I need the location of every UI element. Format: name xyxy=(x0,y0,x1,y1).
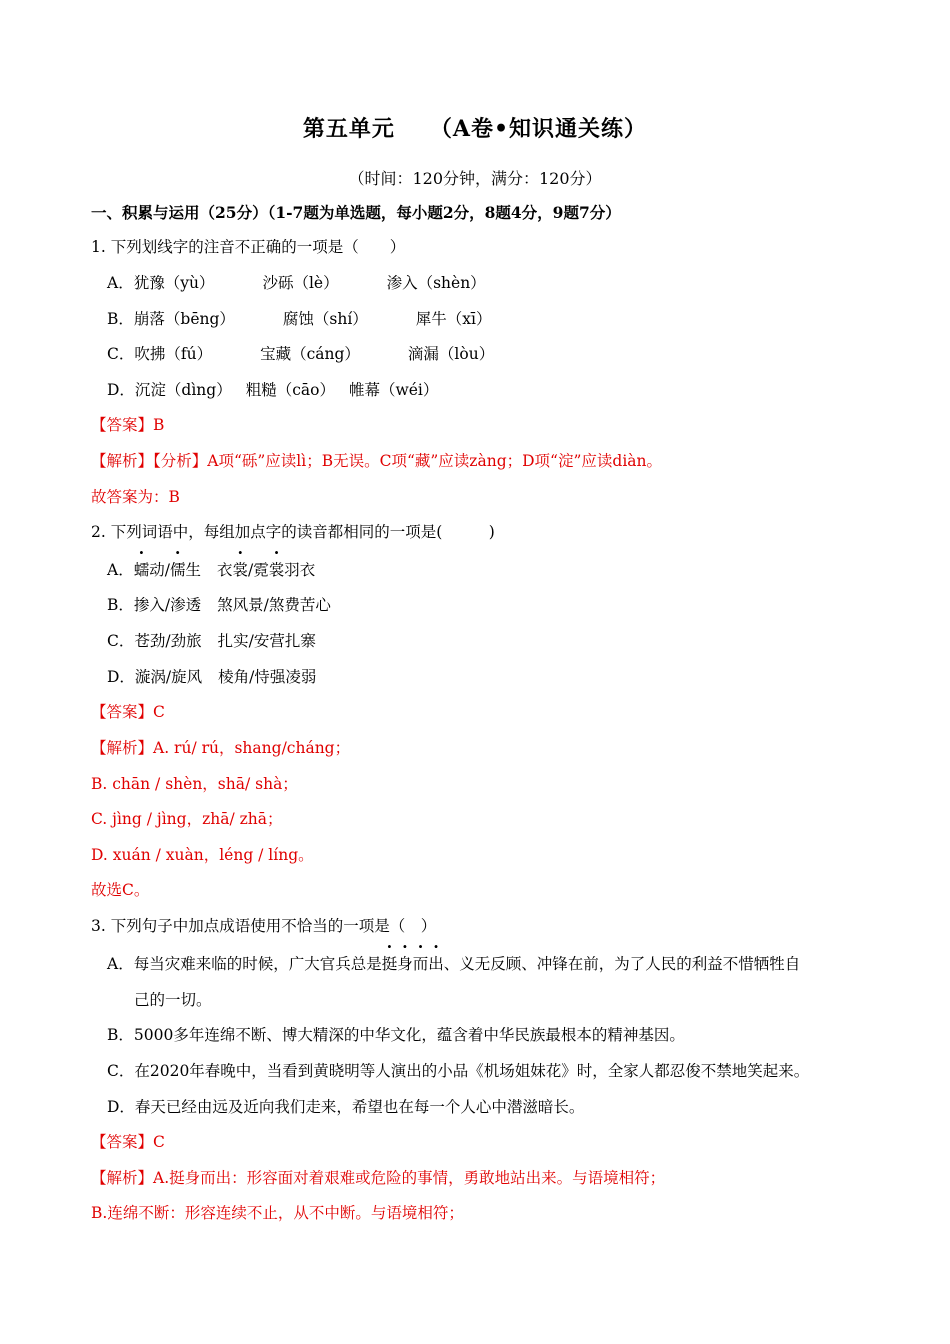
option-item: 沙砾（lè） xyxy=(262,274,339,292)
question-3-answer: 【答案】C xyxy=(91,1133,165,1151)
option-item: 煞风景/煞费苦心 xyxy=(217,596,331,614)
question-2-analysis-d: D. xuán / xuàn，léng / líng。 xyxy=(91,846,314,864)
question-1-analysis: 【解析】【分析】A项“砾”应读lì；B无误。C项“藏”应读zàng；D项“淀”应读diàn。 xyxy=(91,452,662,470)
option-item: B．掺入/渗透 xyxy=(107,596,202,614)
option-text: 、义无反顾、冲锋在前，为了人民的利益不惜牺牲自 xyxy=(443,955,801,973)
option-item: C．苍劲/劲旅 xyxy=(107,632,202,650)
dotted-char: 裳 xyxy=(268,561,285,579)
dotted-char: 而 xyxy=(412,955,429,973)
dotted-char: 裳 xyxy=(232,561,249,579)
page-subtitle: （时间：120分钟，满分：120分） xyxy=(348,169,602,188)
question-3-option-a xyxy=(107,954,800,974)
question-2-option-b xyxy=(107,595,331,615)
dotted-char: 出 xyxy=(428,955,444,973)
option-item: D．沉淀（dìng） xyxy=(107,381,232,399)
option-text: 羽衣 xyxy=(284,561,316,579)
option-item: B．崩落（bēng） xyxy=(107,310,235,328)
dotted-char: 挺 xyxy=(381,955,398,973)
question-2-stem: 2. 下列词语中，每组加点字的读音都相同的一项是( ) xyxy=(91,523,495,541)
question-3-analysis-b: B.连绵不断：形容连续不止，从不中断。与语境相符； xyxy=(91,1204,464,1222)
question-2-analysis-a: 【解析】A. rú/ rú，shang/cháng； xyxy=(91,739,351,757)
option-item: 扎实/安营扎寨 xyxy=(217,632,316,650)
option-item: A．犹豫（yù） xyxy=(107,274,215,292)
question-3-analysis-a: 【解析】A.挺身而出：形容面对着艰难或危险的事情，勇敢地站出来。与语境相符； xyxy=(91,1169,666,1187)
question-1-option-a xyxy=(107,273,486,293)
question-1-stem: 1. 下列划线字的注音不正确的一项是（ ） xyxy=(91,238,406,256)
question-2-option-a xyxy=(107,560,315,580)
option-item: 犀牛（xī） xyxy=(415,310,492,328)
section-heading: 一、积累与运用（25分）（1-7题为单选题，每小题2分，8题4分，9题7分） xyxy=(91,203,621,222)
question-1-option-d xyxy=(107,380,438,400)
question-3-option-c: C．在2020年春晚中，当看到黄晓明等人演出的小品《机场姐妹花》时，全家人都忍俊不禁地笑起来。 xyxy=(107,1062,810,1080)
option-item: 宝藏（cáng） xyxy=(260,345,360,363)
dotted-char: 蠕 xyxy=(133,561,150,579)
question-1-option-c xyxy=(107,344,494,364)
question-2-analysis-c: C. jìng / jìng，zhā/ zhā； xyxy=(91,810,283,828)
option-prefix: A． xyxy=(107,561,134,579)
option-text: 衣 xyxy=(216,561,233,579)
question-1-answer: 【答案】B xyxy=(91,416,165,434)
option-text: 动/ xyxy=(149,561,170,579)
question-3-stem: 3. 下列句子中加点成语使用不恰当的一项是（ ） xyxy=(91,917,437,935)
option-item: 粗糙（cāo） xyxy=(245,381,335,399)
question-3-option-b: B．5000多年连绵不断、博大精深的中华文化，蕴含着中华民族最根本的精神基因。 xyxy=(107,1026,685,1044)
question-2-analysis-b: B. chān / shèn，shā/ shà； xyxy=(91,775,298,793)
option-item: 腐蚀（shí） xyxy=(282,310,368,328)
question-1-option-b xyxy=(107,309,492,329)
option-item: 棱角/恃强凌弱 xyxy=(218,668,317,686)
question-3-option-a-continued: 己的一切。 xyxy=(134,991,212,1009)
dotted-char: 儒 xyxy=(169,561,186,579)
question-2-conclusion: 故选C。 xyxy=(91,881,150,899)
option-text: A．每当灾难来临的时候，广大官兵总是 xyxy=(107,955,382,973)
option-item: C．吹拂（fú） xyxy=(107,345,213,363)
option-item: D．漩涡/旋风 xyxy=(107,668,203,686)
question-1-conclusion: 故答案为：B xyxy=(91,488,180,506)
option-text: /霓 xyxy=(248,561,269,579)
option-item: 滴漏（lòu） xyxy=(407,345,495,363)
question-2-answer: 【答案】C xyxy=(91,703,165,721)
option-item: 帷幕（wéi） xyxy=(348,381,439,399)
option-item: 渗入（shèn） xyxy=(386,274,486,292)
question-2-option-d xyxy=(107,667,316,687)
page-title: 第五单元 （A卷•知识通关练） xyxy=(302,116,648,142)
dotted-char: 身 xyxy=(397,955,413,973)
question-2-option-c xyxy=(107,631,316,651)
question-3-option-d: D．春天已经由远及近向我们走来，希望也在每一个人心中潜滋暗长。 xyxy=(107,1098,585,1116)
option-text: 生 xyxy=(185,561,201,579)
